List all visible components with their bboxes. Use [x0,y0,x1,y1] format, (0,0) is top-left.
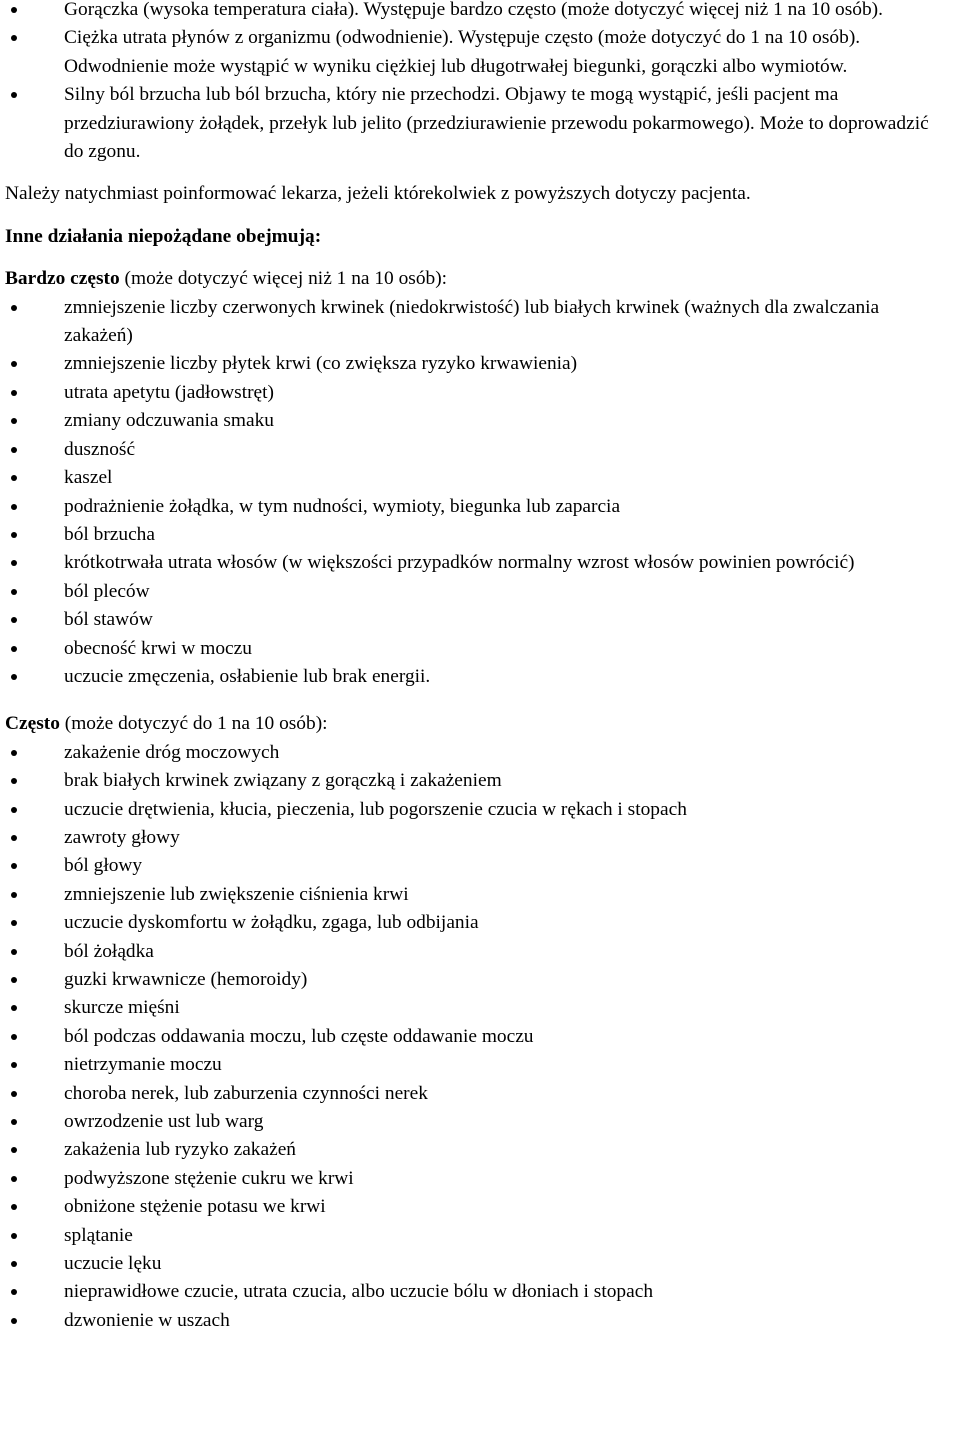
list-item [0,824,960,852]
list-item-text: nieprawidłowe czucie, utrata czucia, albo uczucie bólu w dłoniach i stopach [64,1281,654,1303]
list-item [0,635,960,663]
list-item-text: ból stawów [64,609,153,631]
list-item [0,796,960,824]
common-label-bold: Często [5,713,60,735]
bullet-icon [11,1091,17,1097]
list-item-text: krótkotrwała utrata włosów (w większości przypadków normalny wzrost włosów powinien powrócić) [64,552,855,574]
list-item-text: Silny ból brzucha lub ból brzucha, który nie przechodzi. Objawy te mogą wystąpić, jeśli pacjent ma przedziurawiony żołądek, przełyk lub jelito (przedziurawienie przewodu pokarmowego). Może to doprowadzić do zgonu. [64,84,929,163]
bullet-icon [11,892,17,898]
list-item-text: podrażnienie żołądka, w tym nudności, wymioty, biegunka lub zaparcia [64,495,621,517]
bullet-icon [11,390,17,396]
list-item [0,1108,960,1136]
bullet-icon [11,750,17,756]
list-item-text: zmniejszenie liczby czerwonych krwinek (niedokrwistość) lub białych krwinek (ważnych dla zwalczania zakażeń) [64,296,880,347]
list-item [0,938,960,966]
serious-effects-list [0,0,960,166]
list-item [0,379,960,407]
list-item [0,1193,960,1221]
bullet-icon [11,920,17,926]
list-item [0,0,960,24]
list-item-text: zakażenia lub ryzyko zakażeń [64,1139,297,1161]
list-item [0,606,960,634]
bullet-icon [11,1005,17,1011]
very-common-frequency-label [0,265,960,293]
list-item-text: dzwonienie w uszach [64,1309,230,1331]
bullet-icon [11,418,17,424]
list-item [0,1165,960,1193]
bullet-icon [11,1204,17,1210]
list-item [0,24,960,81]
list-item-text: zakażenie dróg moczowych [64,741,280,763]
bullet-icon [11,92,17,98]
list-item [0,521,960,549]
list-item-text: choroba nerek, lub zaburzenia czynności nerek [64,1082,428,1104]
list-item-text: ból pleców [64,580,150,602]
bullet-icon [11,7,17,13]
list-item-text: podwyższone stężenie cukru we krwi [64,1167,354,1189]
list-item-text: obecność krwi w moczu [64,637,252,659]
bullet-icon [11,1261,17,1267]
list-item-text: nietrzymanie moczu [64,1054,222,1076]
bullet-icon [11,977,17,983]
list-item [0,1136,960,1164]
bullet-icon [11,532,17,538]
list-item-text: ból podczas oddawania moczu, lub częste oddawanie moczu [64,1025,534,1047]
list-item-text: owrzodzenie ust lub warg [64,1111,264,1133]
list-item-text: zmiany odczuwania smaku [64,410,274,432]
very-common-label-rest: (może dotyczyć więcej niż 1 na 10 osób): [119,268,448,290]
list-item [0,578,960,606]
list-item [0,493,960,521]
bullet-icon [11,778,17,784]
bullet-icon [11,1318,17,1324]
bullet-icon [11,835,17,841]
list-item [0,1250,960,1278]
list-item-text: zawroty głowy [64,826,180,848]
bullet-icon [11,674,17,680]
bullet-icon [11,1233,17,1239]
list-item-text: ból brzucha [64,523,155,545]
list-item [0,739,960,767]
bullet-icon [11,863,17,869]
list-item-text: ból głowy [64,855,143,877]
list-item [0,81,960,166]
list-item-text: uczucie lęku [64,1253,162,1275]
common-effects-list [0,739,960,1336]
list-item [0,881,960,909]
list-item-text: Gorączka (wysoka temperatura ciała). Występuje bardzo często (może dotyczyć więcej niż 1 na 10 osób). [64,0,883,20]
list-item-text: skurcze mięśni [64,997,180,1019]
list-item [0,350,960,378]
list-item-text: Ciężka utrata płynów z organizmu (odwodnienie). Występuje często (może dotyczyć do 1 na 10 osób). Odwodnienie może wystąpić w wyniku ciężkiej lub długotrwałej biegunki, gorączki albo wymiotów. [64,27,861,77]
list-item [0,549,960,577]
bullet-icon [11,949,17,955]
list-item [0,767,960,795]
list-item [0,294,960,351]
list-item [0,966,960,994]
list-item-text: guzki krwawnicze (hemoroidy) [64,969,308,990]
very-common-label-bold: Bardzo często [5,268,120,290]
list-item-text: kaszel [64,467,113,489]
list-item [0,909,960,937]
bullet-icon [11,807,17,813]
list-item-text: uczucie drętwienia, kłucia, pieczenia, lub pogorszenie czucia w rękach i stopach [64,798,687,820]
list-item [0,407,960,435]
bullet-icon [11,475,17,481]
list-item [0,1051,960,1079]
list-item-text: obniżone stężenie potasu we krwi [64,1196,326,1218]
bullet-icon [11,1062,17,1068]
very-common-effects-list [0,294,960,692]
notify-doctor-notice: Należy natychmiast poinformować lekarza, jeżeli którekolwiek z powyższych dotyczy pacjenta. [5,183,751,205]
list-item [0,1278,960,1306]
bullet-icon [11,646,17,652]
list-item [0,852,960,880]
bullet-icon [11,589,17,595]
other-effects-heading [0,223,960,251]
list-item-text: zmniejszenie liczby płytek krwi (co zwiększa ryzyko krwawienia) [64,353,578,375]
list-item-text: utrata apetytu (jadłowstręt) [64,381,274,403]
bullet-icon [11,504,17,510]
bullet-icon [11,361,17,367]
bullet-icon [11,35,17,41]
list-item [0,1222,960,1250]
bullet-icon [11,1119,17,1125]
list-item-text: uczucie dyskomfortu w żołądku, zgaga, lub odbijania [64,912,479,934]
bullet-icon [11,447,17,453]
bullet-icon [11,1176,17,1182]
bullet-icon [11,1289,17,1295]
list-item-text: duszność [64,438,136,460]
list-item [0,464,960,492]
list-item [0,1023,960,1051]
list-item [0,1307,960,1335]
list-item [0,436,960,464]
bullet-icon [11,305,17,311]
list-item [0,663,960,691]
bullet-icon [11,1147,17,1153]
list-item-text: ból żołądka [64,940,154,962]
list-item [0,1080,960,1108]
list-item [0,994,960,1022]
list-item-text: zmniejszenie lub zwiększenie ciśnienia krwi [64,883,409,905]
other-effects-heading-text: Inne działania niepożądane obejmują: [5,225,322,247]
list-item-text: splątanie [64,1224,133,1246]
list-item-text: uczucie zmęczenia, osłabienie lub brak energii. [64,665,431,687]
common-label-rest: (może dotyczyć do 1 na 10 osób): [59,713,328,735]
common-frequency-label [0,710,960,738]
bullet-icon [11,560,17,566]
list-item-text: brak białych krwinek związany z gorączką i zakażeniem [64,770,502,792]
bullet-icon [11,1034,17,1040]
bullet-icon [11,617,17,623]
